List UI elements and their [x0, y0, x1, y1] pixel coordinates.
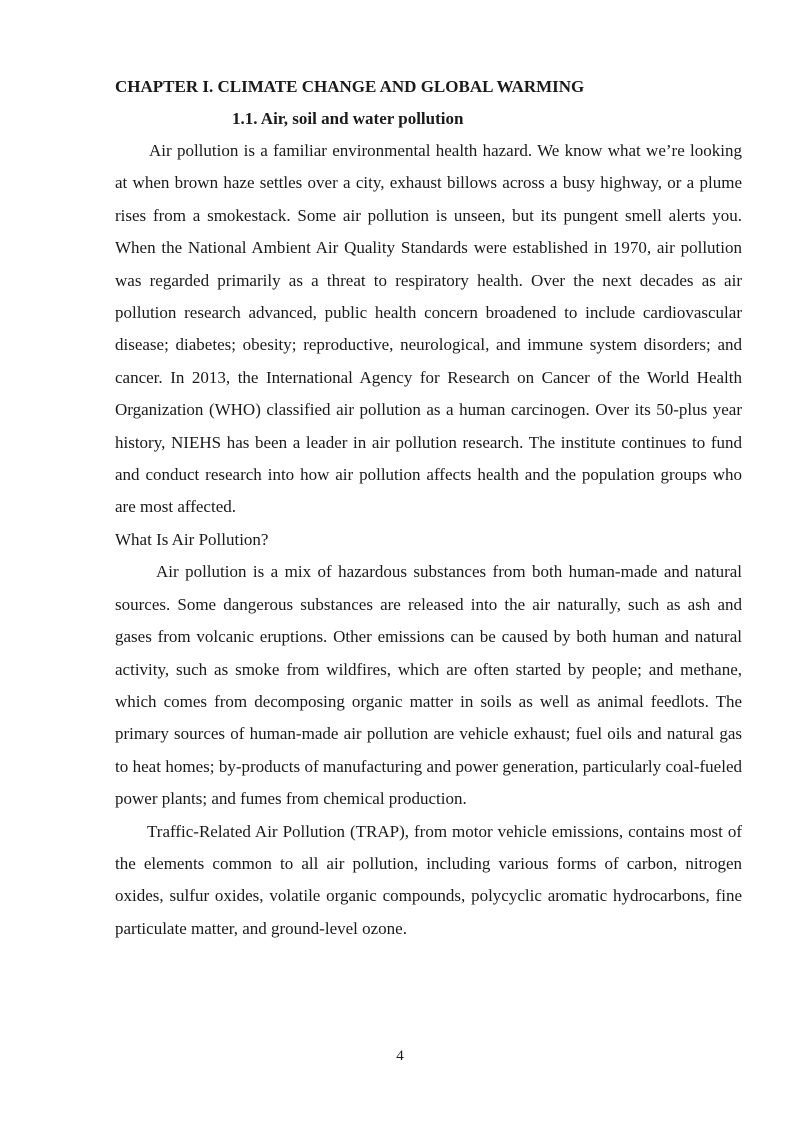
page-number: 4	[396, 1048, 404, 1064]
document-page	[115, 74, 742, 945]
chapter-title: CHAPTER I. CLIMATE CHANGE AND GLOBAL WARMING	[115, 77, 585, 96]
paragraph-air-pollution-intro: Air pollution is a familiar environmental health hazard. We know what we’re looking at when brown haze settles over a city, exhaust billows across a busy highway, or a plume rises from a smokestack. Some air pollution is unseen, but its pungent smell alerts you. When the National Ambient Air Quality Standards were established in 1970, air pollution was regarded primarily as a threat to respiratory health. Over the next decades as air pollution research advanced, public health concern broadened to include cardiovascular disease; diabetes; obesity; reproductive, neurological, and immune system disorders; and cancer. In 2013, the International Agency for Research on Cancer of the World Health Organization (WHO) classified air pollution as a human carcinogen. Over its 50-plus year history, NIEHS has been a leader in air pollution research. The institute continues to fund and conduct research into how air pollution affects health and the population groups who are most affected.	[115, 141, 742, 517]
subheading-what-is-air-pollution: What Is Air Pollution?	[115, 529, 269, 549]
paragraph-trap: Traffic-Related Air Pollution (TRAP), from motor vehicle emissions, contains most of the elements common to all air pollution, including various forms of carbon, nitrogen oxides, sulfur oxides, volatile organic compounds, polycyclic aromatic hydrocarbons, fine particulate matter, and ground-level ozone.	[115, 821, 742, 938]
section-title: 1.1. Air, soil and water pollution	[232, 109, 464, 128]
paragraph-air-pollution-definition: Air pollution is a mix of hazardous substances from both human-made and natural sources. Some dangerous substances are released into the air naturally, such as ash and gases from volcanic eruptions. Other emissions can be caused by both human and natural activity, such as smoke from wildfires, which are often started by people; and methane, which comes from decomposing organic matter in soils as well as animal feedlots. The primary sources of human-made air pollution are vehicle exhaust; fuel oils and natural gas to heat homes; by-products of manufacturing and power generation, particularly coal-fueled power plants; and fumes from chemical production.	[115, 562, 742, 809]
